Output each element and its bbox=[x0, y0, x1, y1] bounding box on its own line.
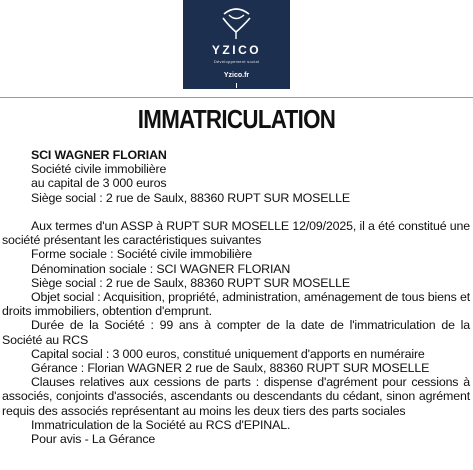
paragraph-avis: Pour avis - La Gérance bbox=[31, 432, 156, 447]
paragraph-denomination: Dénomination sociale : SCI WAGNER FLORIAN bbox=[31, 261, 291, 276]
header-rule bbox=[0, 97, 473, 98]
paragraph-gerance: Gérance : Florian WAGNER 2 rue de Saulx, 88360 RUPT SUR MOSELLE bbox=[31, 361, 430, 376]
yzico-logo bbox=[183, 0, 290, 89]
company-type: Société civile immobilière bbox=[31, 162, 167, 177]
paragraph-siege: Siège social : 2 rue de Saulx, 88360 RUPT SUR MOSELLE bbox=[31, 275, 350, 290]
yzico-emblem-icon bbox=[220, 6, 253, 40]
notice-body bbox=[2, 148, 470, 446]
paragraph-objet: Objet social : Acquisition, propriété, administration, aménagement de tous biens et droits immobiliers, obtention d'emprunt. bbox=[2, 290, 470, 319]
company-name: SCI WAGNER FLORIAN bbox=[31, 148, 167, 162]
spacer bbox=[2, 205, 470, 219]
paragraph-capital: Capital social : 3 000 euros, constitué uniquement d'apports en numéraire bbox=[31, 346, 425, 361]
logo-divider bbox=[236, 83, 237, 88]
company-siege: Siège social : 2 rue de Saulx, 88360 RUPT SUR MOSELLE bbox=[31, 190, 350, 205]
logo-name: YZICO bbox=[211, 43, 262, 57]
logo-site: Yzico.fr bbox=[223, 72, 250, 79]
logo-tagline: Développement social bbox=[213, 59, 260, 64]
paragraph-forme: Forme sociale : Société civile immobilière bbox=[31, 247, 252, 262]
page-title: IMMATRICULATION bbox=[137, 104, 336, 134]
paragraph-intro: Aux termes d'un ASSP à RUPT SUR MOSELLE 12/09/2025, il a été constitué une société présentant les caractéristiques suivantes bbox=[2, 219, 470, 248]
company-capital: au capital de 3 000 euros bbox=[31, 176, 167, 191]
paragraph-immatriculation: Immatriculation de la Société au RCS d'EPINAL. bbox=[31, 417, 291, 432]
paragraph-clauses: Clauses relatives aux cessions de parts : dispense d'agrément pour cessions à associés, conjoints d'associés, ascendants ou descendants du cédant, sinon agrément requis des associés représentant au moins les deux tiers des parts sociales bbox=[2, 375, 470, 418]
paragraph-duree: Durée de la Société : 99 ans à compter de la date de l'immatriculation de la Société au RCS bbox=[2, 318, 470, 347]
